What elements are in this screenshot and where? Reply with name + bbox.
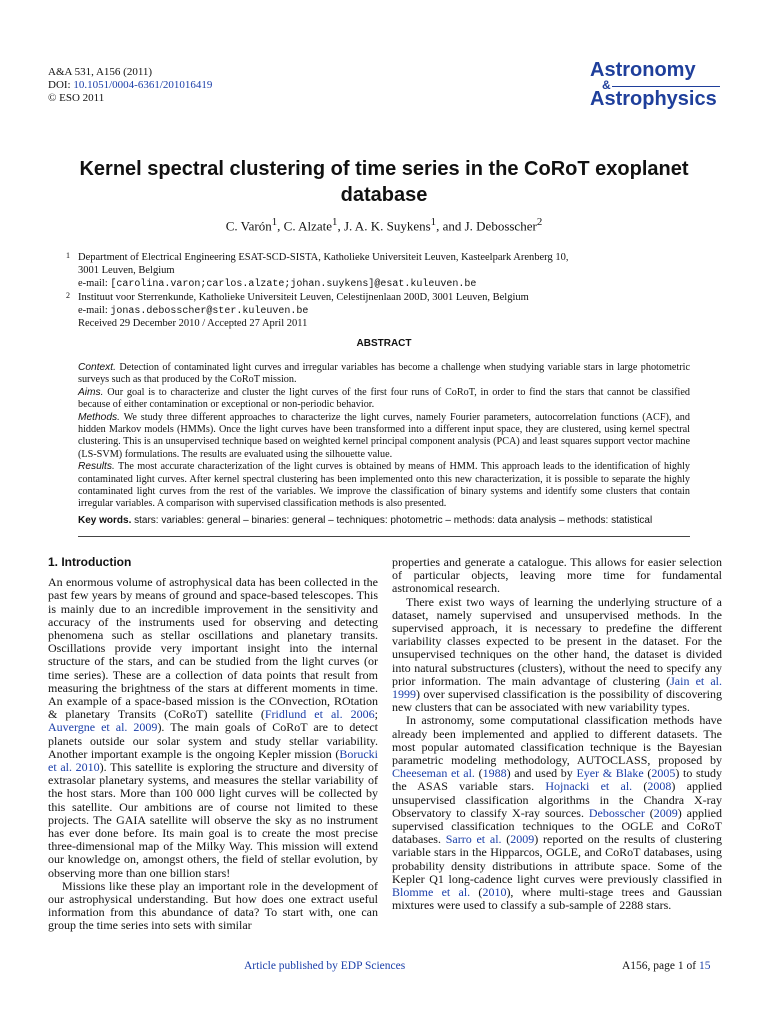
abstract-results xyxy=(78,461,690,511)
affiliation-1 xyxy=(66,251,678,291)
left-column xyxy=(48,556,378,933)
author: , and J. Debosscher xyxy=(436,218,537,234)
text: ( xyxy=(470,885,483,900)
paragraph xyxy=(48,576,378,880)
text: ), where multi-stage trees and Gaussian mixtures were used to classify a sub-sample of 2288 stars. xyxy=(392,885,722,913)
citation-link[interactable]: Sarro et al. xyxy=(445,832,502,847)
citation-link[interactable]: Jain et al. 1999 xyxy=(392,673,722,702)
author-affil-sup: 1 xyxy=(271,216,278,228)
author: , J. A. K. Suykens xyxy=(337,218,431,234)
text: ; xyxy=(374,707,378,722)
email-address[interactable]: jonas.debosscher@ster.kuleuven.be xyxy=(110,306,309,317)
paper-title: Kernel spectral clustering of time series in the CoRoT exoplanet database xyxy=(79,158,689,206)
text: ( xyxy=(501,832,511,847)
text: ). The main goals of CoRoT are to detect planets outside our solar system and study stellar variability. Another important example is the ongoing Kepler mission ( xyxy=(48,720,378,761)
citation-link[interactable]: Eyer & Blake xyxy=(576,766,644,781)
logo-line-astronomy: Astronomy xyxy=(590,59,696,81)
text: An enormous volume of astrophysical data has been collected in the past few years by means of ground and space-based telescopes. This is mainly due to an incredible improvement in the sensitivity and accuracy of the instruments used for observing and detecting phenomena such as stellar oscillations and planetary transits. Oscillations provide very important insight into the internal structure of the stars, and can be studied from the light curves (or time series). These are a collection of data points that result from measuring the brightness of the stars at different moments in time. An example of a space-based mission is the COnvection, ROtation & planetary Transits (CoRoT) satellite ( xyxy=(48,575,378,722)
abstract-text: Detection of contaminated light curves and irregular variables has become a challenge when studying variable stars in large photometric surveys such as that produced by the CoRoT mission. xyxy=(78,362,690,386)
abstract-body xyxy=(78,362,690,511)
received-dates: Received 29 December 2010 / Accepted 27 April 2011 xyxy=(78,318,308,329)
doi-label: DOI: xyxy=(48,79,71,91)
text: ) applied unsupervised classification algorithms in the Chandra X-ray Observatory to classify X-ray sources. xyxy=(392,779,722,820)
abstract-heading: ABSTRACT xyxy=(356,338,412,349)
publisher-link[interactable]: Article published by EDP Sciences xyxy=(244,960,406,972)
keywords xyxy=(78,515,690,526)
text: ) and used by xyxy=(506,766,577,781)
text: ) over supervised classification is the possibility of discovering new clusters that can be associated with new variability types. xyxy=(392,687,722,715)
logo-line-astrophysics: Astrophysics xyxy=(590,88,717,110)
citation-link[interactable]: Auvergne et al. 2009 xyxy=(48,720,158,735)
affiliation-address: Department of Electrical Engineering ESAT-SCD-SISTA, Katholieke Universiteit Leuven, Kasteelpark Arenberg 10, xyxy=(78,252,569,263)
email-label: e-mail: xyxy=(78,278,111,289)
citation-link[interactable]: Borucki et al. 2010 xyxy=(48,746,378,775)
page-total-link[interactable]: 15 xyxy=(698,960,711,972)
citation-link[interactable]: 1988 xyxy=(482,766,507,781)
affiliation-number: 2 xyxy=(66,291,70,300)
paragraph: properties and generate a catalogue. This allows for easier selection of particular objects, leaving more time for fundamental astronomical research. xyxy=(392,555,722,596)
author: , C. Alzate xyxy=(277,218,333,234)
citation-link[interactable]: Blomme et al. xyxy=(392,885,471,900)
doi-line xyxy=(48,79,212,92)
abstract-label: Results. xyxy=(78,461,115,473)
right-column xyxy=(392,556,722,912)
citation-link[interactable]: 2008 xyxy=(647,779,672,794)
abstract-label: Context. xyxy=(78,362,116,373)
doi-link[interactable]: 10.1051/0004-6361/201016419 xyxy=(73,79,213,91)
affiliation-number: 1 xyxy=(66,251,70,260)
article-metadata xyxy=(48,66,212,105)
citation-link[interactable]: 2009 xyxy=(510,832,535,847)
page-number xyxy=(622,960,710,972)
citation-link[interactable]: 2010 xyxy=(482,885,507,900)
citation-link[interactable]: 2005 xyxy=(651,766,676,781)
text: ) to study the ASAS variable stars. xyxy=(392,766,722,794)
email-address[interactable]: [carolina.varon;carlos.alzate;johan.suykens]@esat.kuleuven.be xyxy=(110,279,477,290)
text: ) reported on the results of clustering variable stars in the Hipparcos, OGLE, and CoRoT databases, using probability density distributions in attribute space. Some of the Kepler Q1 long-cadence light curves were previously classified in xyxy=(392,832,723,886)
abstract-text: We study three different approaches to characterize the light curves, namely Fourier parameters, autocorrelation functions (ACF), and hidden Markov models (HMMs). Once the light curves have been transformed into a different input space, they are clustered, using kernel spectral clustering. This is an unsupervised technique based on weighted kernel principal component analysis (PCA) and least squares support vector machine (LS-SVM) formulations. The results are evaluated using the silhouette value. xyxy=(78,411,690,460)
text: ) applied supervised classification techniques to the OGLE and CoRoT databases. xyxy=(392,805,722,847)
paragraph xyxy=(392,714,722,912)
citation-link[interactable]: Cheeseman et al. xyxy=(392,766,475,781)
text: In astronomy, some computational classification methods have already been implemented and applied to different datasets. The most popular automated classification technique is the Bayesian parametric modeling methodology, AUTOCLASS, proposed by xyxy=(392,713,722,768)
keywords-text: stars: variables: general – binaries: general – techniques: photometric – methods: data analysis – methods: statistical xyxy=(131,515,653,526)
text: ( xyxy=(632,779,648,794)
citation-link[interactable]: 2009 xyxy=(653,805,678,820)
copyright: © ESO 2011 xyxy=(48,92,105,104)
paragraph xyxy=(392,596,722,715)
abstract-label: Methods. xyxy=(78,411,120,423)
affiliations xyxy=(66,251,678,318)
email-label: e-mail: xyxy=(78,305,111,316)
author-list xyxy=(48,216,720,234)
citation-link[interactable]: Fridlund et al. 2006 xyxy=(264,707,375,722)
text: ). This satellite is exploring the structure and diversity of extrasolar planetary systems, and measures the stellar variability of the host stars. More than 100 000 light curves will be collected by this satellite. Our ambitions are of course not limited to these projects. The GAIA satellite will observe the sky as no instrument has ever done before. Its main goal is to create the most precise three-dimensional map of the Milky Way. This mission will extend our knowledge on, amongst others, the field of stellar evolution, by observing more than one billion stars! xyxy=(48,760,378,880)
logo-ampersand: & xyxy=(590,80,720,90)
text: ( xyxy=(643,766,652,781)
citation-link[interactable]: Hojnacki et al. xyxy=(545,779,633,794)
text: ( xyxy=(474,766,483,781)
author-affil-sup: 1 xyxy=(332,216,338,228)
affiliation-email-line xyxy=(78,304,678,318)
page-label: A156, page 1 of xyxy=(622,960,699,972)
abstract-text: The most accurate characterization of the light curves is obtained by means of HMM. This approach leads to the identification of highly contaminated light curves. After kernel spectral clustering has been implemented onto this new characterization, it is possible to separate the highly contaminated light curves from the rest of the variables. We improve the classification of binary systems and identify some clusters that contain irregular variables. A comparison with supervised classification methods is also presented. xyxy=(78,461,690,510)
keywords-label: Key words. xyxy=(78,515,132,526)
section-heading: 1. Introduction xyxy=(48,555,132,569)
divider xyxy=(78,536,690,537)
author: C. Varón xyxy=(225,218,272,234)
affiliation-2 xyxy=(66,291,678,318)
author-affil-sup: 1 xyxy=(430,216,437,228)
abstract-methods xyxy=(78,412,690,462)
affiliation-city: 3001 Leuven, Belgium xyxy=(78,265,175,276)
affiliation-address: Instituut voor Sterrenkunde, Katholieke Universiteit Leuven, Celestijnenlaan 200D, 3001 Leuven, Belgium xyxy=(78,292,529,303)
text: ( xyxy=(644,805,654,820)
abstract-text: Our goal is to characterize and cluster the light curves of the first four runs of CoRoT, in order to find the stars that cannot be classified because of either contamination or exceptional or non-periodic behavior. xyxy=(78,386,690,411)
abstract-aims xyxy=(78,387,690,412)
text: There exist two ways of learning the underlying structure of a dataset, namely supervised and unsupervised methods. In the supervised approach, it is necessary to predefine the different variability classes expected to be present in the dataset. For the unsupervised techniques on the other hand, the dataset is divided into natural substructures (clusters), without the need to specify any prior information. The main advantage of clustering ( xyxy=(392,594,722,688)
abstract-context xyxy=(78,362,690,387)
journal-logo xyxy=(590,60,720,108)
journal-reference: A&A 531, A156 (2011) xyxy=(48,66,153,78)
author-affil-sup: 2 xyxy=(536,216,543,228)
abstract-label: Aims. xyxy=(78,386,104,398)
affiliation-email-line xyxy=(78,277,678,291)
paragraph: Missions like these play an important role in the development of our astrophysical understanding. But how does one extract useful information from this abundance of data? To start with, one can group the time series into sets with similar xyxy=(48,878,378,933)
citation-link[interactable]: Debosscher xyxy=(588,805,645,820)
